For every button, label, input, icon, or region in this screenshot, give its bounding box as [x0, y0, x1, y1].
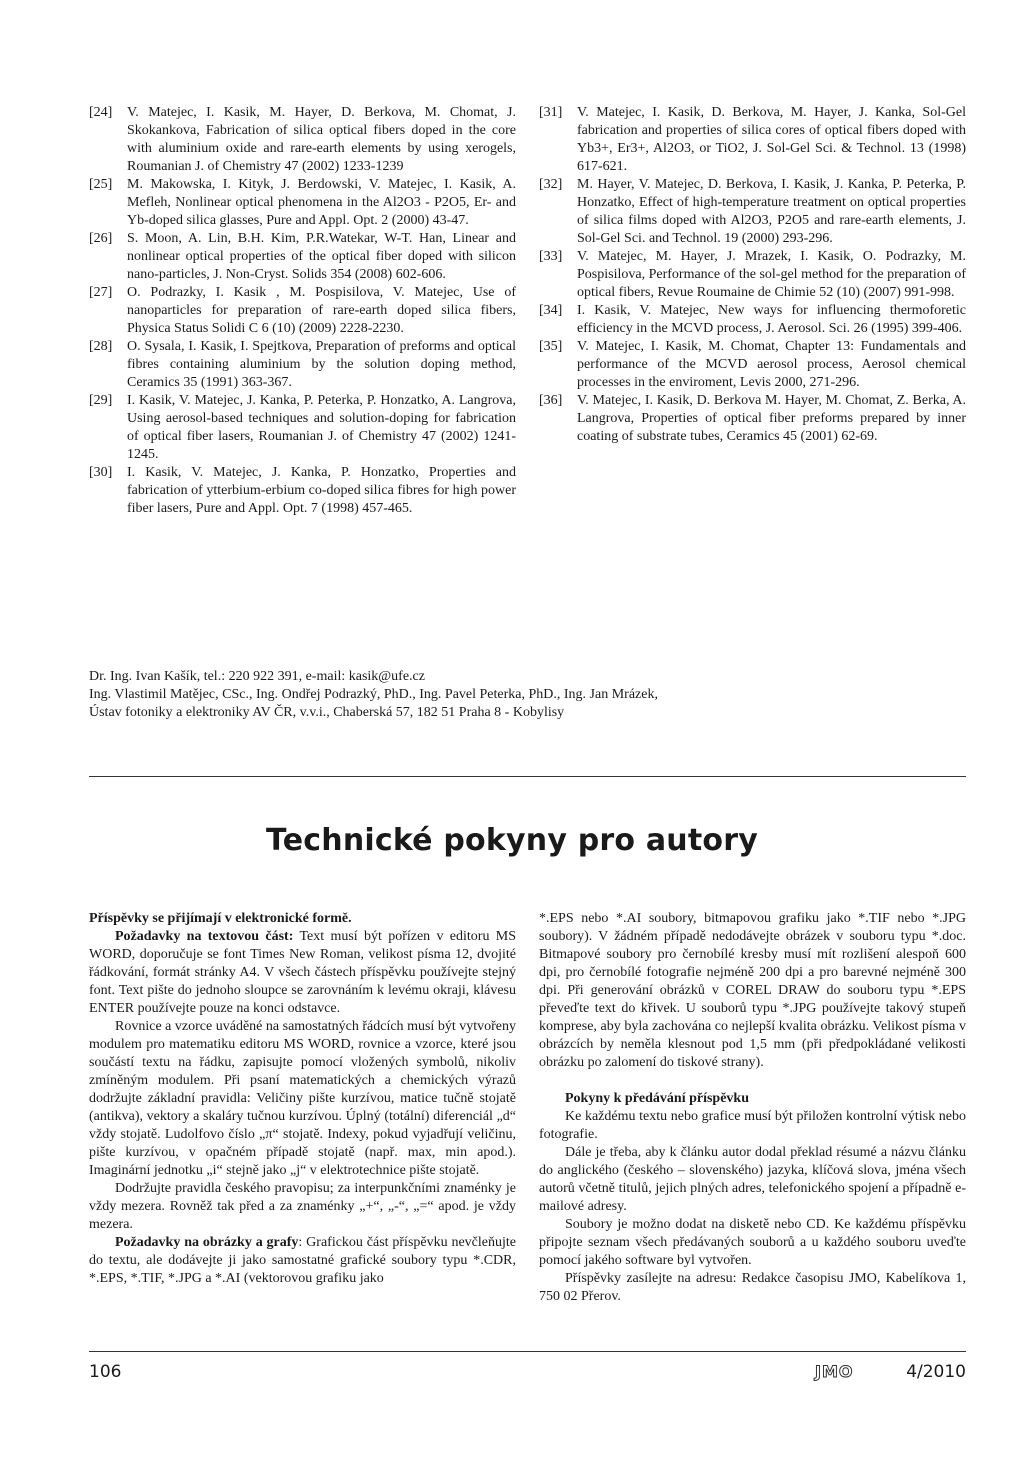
- section-title: Technické pokyny pro autory: [266, 823, 758, 858]
- reference-item: [26] S. Moon, A. Lin, B.H. Kim, P.R.Watekar, W-T. Han, Linear and nonlinear optical properties of the optical fiber doped with silicon nano-particles, J. Non-Cryst. Solids 354 (2008) 602-606.: [89, 231, 516, 282]
- affiliation-line: Dr. Ing. Ivan Kašík, tel.: 220 922 391, e-mail: kasik@ufe.cz: [89, 669, 425, 684]
- page-number: 106: [89, 1362, 122, 1382]
- reference-item: [27] O. Podrazky, I. Kasik , M. Pospisilova, V. Matejec, Use of nanoparticles for preparation of rare-earth doped silica fibers, Physica Status Solidi C 6 (10) (2009) 2228-2230.: [89, 285, 516, 336]
- intro-line: Příspěvky se přijímají v elektronické formě.: [89, 911, 352, 926]
- reference-item: [36] V. Matejec, I. Kasik, D. Berkova M. Hayer, M. Chomat, Z. Berka, A. Langrova, Properties of optical fiber preforms prepared by inner coating of substrate tubes, Ceramics 45 (2001) 62-69.: [539, 393, 966, 444]
- subsection-heading: Pokyny k předávání příspěvku: [565, 1091, 749, 1106]
- paragraph: Rovnice a vzorce uváděné na samostatných řádcích musí být vytvořeny modulem pro matematiku editoru MS WORD, rovnice a vzorce, které jsou součástí textu na řádku, zapisujte pomocí vložených symbolů, nikoliv zmíněným modulem. Při psaní matematických a chemických výrazů dodržujte základní pravidla: Veličiny pište kurzívou, matice tučně stojatě (antikva), vektory a skaláry tučnou kurzívou. Úplný (totální) diferenciál „d“ vždy stojatě. Ludolfovo číslo „π“ stojatě. Indexy, pokud vyjadřují veličinu, pište kurzívou, v opačném případě stojatě (např. max, min apod.). Imaginární jednotku „i“ stejně jako „j“ v elektrotechnice pište stojatě.: [89, 1019, 516, 1178]
- paragraph: Příspěvky zasílejte na adresu: Redakce časopisu JMO, Kabelíkova 1, 750 02 Přerov.: [539, 1271, 966, 1304]
- reference-item: [32] M. Hayer, V. Matejec, D. Berkova, I. Kasik, J. Kanka, P. Peterka, P. Honzatko, Effect of high-temperature treatment on optical properties of silica films doped with Al2O3, P2O5 and rare-earth elements, J. Sol-Gel Sci. and Technol. 19 (2000) 293-296.: [539, 177, 966, 246]
- reference-item: [31] V. Matejec, I. Kasik, D. Berkova, M. Hayer, J. Kanka, Sol-Gel fabrication and properties of silica cores of optical fibers doped with Yb3+, Er3+, Al2O3, or TiO2, J. Sol-Gel Sci. & Technol. 13 (1998) 617-621.: [539, 105, 966, 174]
- author-affiliation: [89, 668, 969, 722]
- reference-item: [28] O. Sysala, I. Kasik, I. Spejtkova, Preparation of preforms and optical fibres containing aluminium by the solution doping method, Ceramics 35 (1991) 363-367.: [89, 339, 516, 390]
- reference-item: [34] I. Kasik, V. Matejec, New ways for influencing thermoforetic efficiency in the MCVD process, J. Aerosol. Sci. 26 (1995) 399-406.: [539, 303, 966, 336]
- reference-item: [25] M. Makowska, I. Kityk, J. Berdowski, V. Matejec, I. Kasik, A. Mefleh, Nonlinear optical phenomena in the Al2O3 - P2O5, Er- and Yb-doped silica glasses, Pure and Appl. Opt. 2 (2000) 43-47.: [89, 177, 516, 228]
- journal-logo: JMO: [815, 1362, 854, 1381]
- reference-item: [29] I. Kasik, V. Matejec, J. Kanka, P. Peterka, P. Honzatko, A. Langrova, Using aerosol-based techniques and solution-doping for fabrication of optical fiber lasers, Roumanian J. of Chemistry 47 (2002) 1241-1245.: [89, 393, 516, 462]
- paragraph: Požadavky na textovou část: Text musí být pořízen v editoru MS WORD, doporučuje se font Times New Roman, velikost písma 12, dvojité řádkování, formát stránky A4. V všech částech příspěvku používejte stejný font. Text pište do jednoho sloupce se zarovnáním k levému okraji, klávesu ENTER používejte pouze na konci odstavce.: [89, 929, 517, 1016]
- references-left-column: [89, 104, 516, 518]
- reference-item: [33] V. Matejec, M. Hayer, J. Mrazek, I. Kasik, O. Podrazky, M. Pospisilova, Performance of the sol-gel method for the preparation of optical fibers, Revue Roumaine de Chimie 52 (10) (2007) 991-998.: [539, 249, 966, 300]
- paragraph: Soubory je možno dodat na disketě nebo CD. Ke každému příspěvku připojte seznam všech předávaných souborů a u každého souboru uveďte pomocí jakého software byl vytvořen.: [539, 1217, 966, 1268]
- paragraph: Dodržujte pravidla českého pravopisu; za interpunkčními znaménky je vždy mezera. Rovněž tak před a za znaménky „+“, „-“, „=“ apod. je vždy mezera.: [89, 1181, 516, 1232]
- paragraph: *.EPS nebo *.AI soubory, bitmapovou grafiku jako *.TIF nebo *.JPG soubory). V žádném případě nedodávejte obrázek v souboru typu *.doc. Bitmapové soubory pro černobílé kresby musí mít rozlišení alespoň 600 dpi, pro černobílé fotografie nejméně 200 dpi a pro barevné nejméně 300 dpi. Při generování obrázků v COREL DRAW do souboru typu *.EPS převeďte text do křivek. U souborů typu *.JPG používejte takový stupeň komprese, aby byla zachována co nejlepší kvalita obrázku. Velikost písma v obrázcích by neměla klesnout pod 1,5 mm (při předpokládané velikosti obrázku po zalomení do tiskové strany).: [539, 911, 966, 1070]
- references-right-column: [539, 104, 966, 446]
- affiliation-line: Ústav fotoniky a elektroniky AV ČR, v.v.i., Chaberská 57, 182 51 Praha 8 - Kobylisy: [89, 705, 565, 720]
- reference-item: [35] V. Matejec, I. Kasik, M. Chomat, Chapter 13: Fundamentals and performance of the MCVD aerosol process, Aerosol chemical processes in the enviroment, Levis 2000, 271-296.: [539, 339, 966, 390]
- affiliation-line: Ing. Vlastimil Matějec, CSc., Ing. Ondřej Podrazký, PhD., Ing. Pavel Peterka, PhD., Ing. Jan Mrázek,: [89, 687, 658, 702]
- divider: [89, 1351, 966, 1352]
- paragraph: Dále je třeba, aby k článku autor dodal překlad résumé a názvu článku do anglického (českého – slovenského) jazyka, klíčová slova, jména všech autorů včetně titulů, jejich plných adres, telefonického spojení a případně e-mailové adresy.: [539, 1145, 966, 1214]
- reference-item: [30] I. Kasik, V. Matejec, J. Kanka, P. Honzatko, Properties and fabrication of ytterbium-erbium co-doped silica fibres for high power fiber lasers, Pure and Appl. Opt. 7 (1998) 457-465.: [89, 465, 516, 516]
- instructions-left-column: [89, 910, 516, 1288]
- divider: [89, 776, 966, 777]
- paragraph: Požadavky na obrázky a grafy: Grafickou část příspěvku nevčleňujte do textu, ale dodávejte ji jako samostatné grafické soubory typu *.CDR, *.EPS, *.TIF, *.JPG a *.AI (vektorovou grafiku jako: [89, 1235, 516, 1286]
- paragraph: Ke každému textu nebo grafice musí být přiložen kontrolní výtisk nebo fotografie.: [539, 1109, 966, 1142]
- issue-number: 4/2010: [906, 1362, 966, 1382]
- reference-item: [24] V. Matejec, I. Kasik, M. Hayer, D. Berkova, M. Chomat, J. Skokankova, Fabrication of silica optical fibers doped in the core with aluminium oxide and rare-earth elements by using xerogels, Roumanian J. of Chemistry 47 (2002) 1233-1239: [89, 105, 516, 174]
- instructions-right-column: [539, 910, 966, 1306]
